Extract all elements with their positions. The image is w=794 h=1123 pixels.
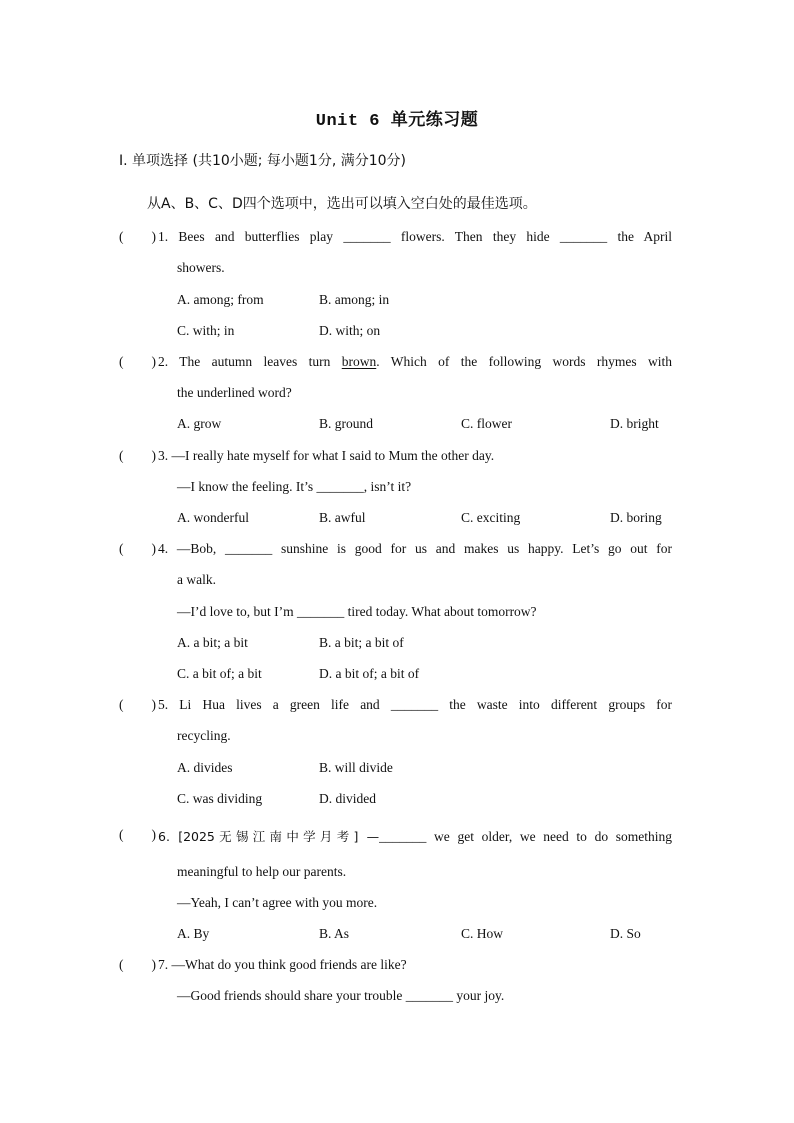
answer-blank: ( )	[119, 229, 156, 244]
answer-blank: ( )	[119, 541, 156, 556]
answer-blank: ( )	[119, 957, 156, 972]
question-source: 6. [2025无锡江南中学月考] —	[158, 829, 380, 844]
option-b: B. a bit; a bit of	[319, 635, 404, 650]
option-d: D. So	[610, 926, 641, 941]
section-heading: I. 单项选择 (共10小题; 每小题1分, 满分10分)	[119, 153, 407, 169]
question-stem: 2. The autumn leaves turn brown. Which of the following words rhymes with	[158, 354, 673, 369]
answer-blank: ( )	[119, 354, 156, 369]
question-stem-continued: showers.	[177, 260, 225, 275]
option-b: B. As	[319, 926, 350, 941]
question-stem-continued: —I know the feeling. It’s _______, isn’t it?	[177, 479, 412, 494]
option-d: D. bright	[610, 416, 659, 431]
option-a: A. grow	[177, 416, 222, 431]
option-c: C. was dividing	[177, 791, 263, 806]
page-title: Unit 6 单元练习题	[315, 112, 479, 131]
question-stem-continued: —I’d love to, but I’m _______ tired today. What about tomorrow?	[177, 604, 537, 619]
question-stem: 4. —Bob, _______ sunshine is good for us and makes us happy. Let’s go out for	[158, 541, 672, 556]
underlined-word: brown	[341, 354, 377, 369]
option-a: A. By	[177, 926, 210, 941]
option-a: A. a bit; a bit	[177, 635, 248, 650]
question-stem-continued: —Good friends should share your trouble _______ your joy.	[177, 988, 505, 1003]
question-stem-continued: recycling.	[177, 728, 231, 743]
option-b: B. among; in	[319, 292, 390, 307]
option-a: A. among; from	[177, 292, 264, 307]
question-stem-continued: a walk.	[177, 572, 216, 587]
answer-blank: ( )	[119, 697, 156, 712]
option-d: D. boring	[610, 510, 662, 525]
option-c: C. a bit of; a bit	[177, 666, 262, 681]
option-a: A. wonderful	[177, 510, 249, 525]
option-b: B. ground	[319, 416, 373, 431]
question-stem: 3. —I really hate myself for what I said to Mum the other day.	[158, 448, 495, 463]
option-b: B. awful	[319, 510, 366, 525]
option-c: C. flower	[461, 416, 512, 431]
option-c: C. with; in	[177, 323, 235, 338]
option-a: A. divides	[177, 760, 233, 775]
question-stem: 1. Bees and butterflies play _______ flowers. Then they hide _______ the April	[158, 229, 672, 244]
question-stem: 7. —What do you think good friends are like?	[158, 957, 407, 972]
question-stem: 5. Li Hua lives a green life and _______ the waste into different groups for	[158, 697, 672, 712]
option-d: D. a bit of; a bit of	[319, 666, 420, 681]
question-stem: 6. [2025无锡江南中学月考] —_______ we get older, we need to do something	[158, 829, 672, 844]
option-d: D. divided	[319, 791, 376, 806]
option-c: C. How	[461, 926, 504, 941]
question-stem-continued: the underlined word?	[177, 385, 292, 400]
option-b: B. will divide	[319, 760, 393, 775]
instruction: 从A、B、C、D四个选项中，选出可以填入空白处的最佳选项。	[147, 196, 537, 212]
option-c: C. exciting	[461, 510, 521, 525]
question-stem-continued: —Yeah, I can’t agree with you more.	[177, 895, 378, 910]
option-d: D. with; on	[319, 323, 381, 338]
answer-blank: ( )	[119, 448, 156, 463]
question-stem-continued: meaningful to help our parents.	[177, 864, 347, 879]
answer-blank: ( )	[119, 827, 156, 842]
